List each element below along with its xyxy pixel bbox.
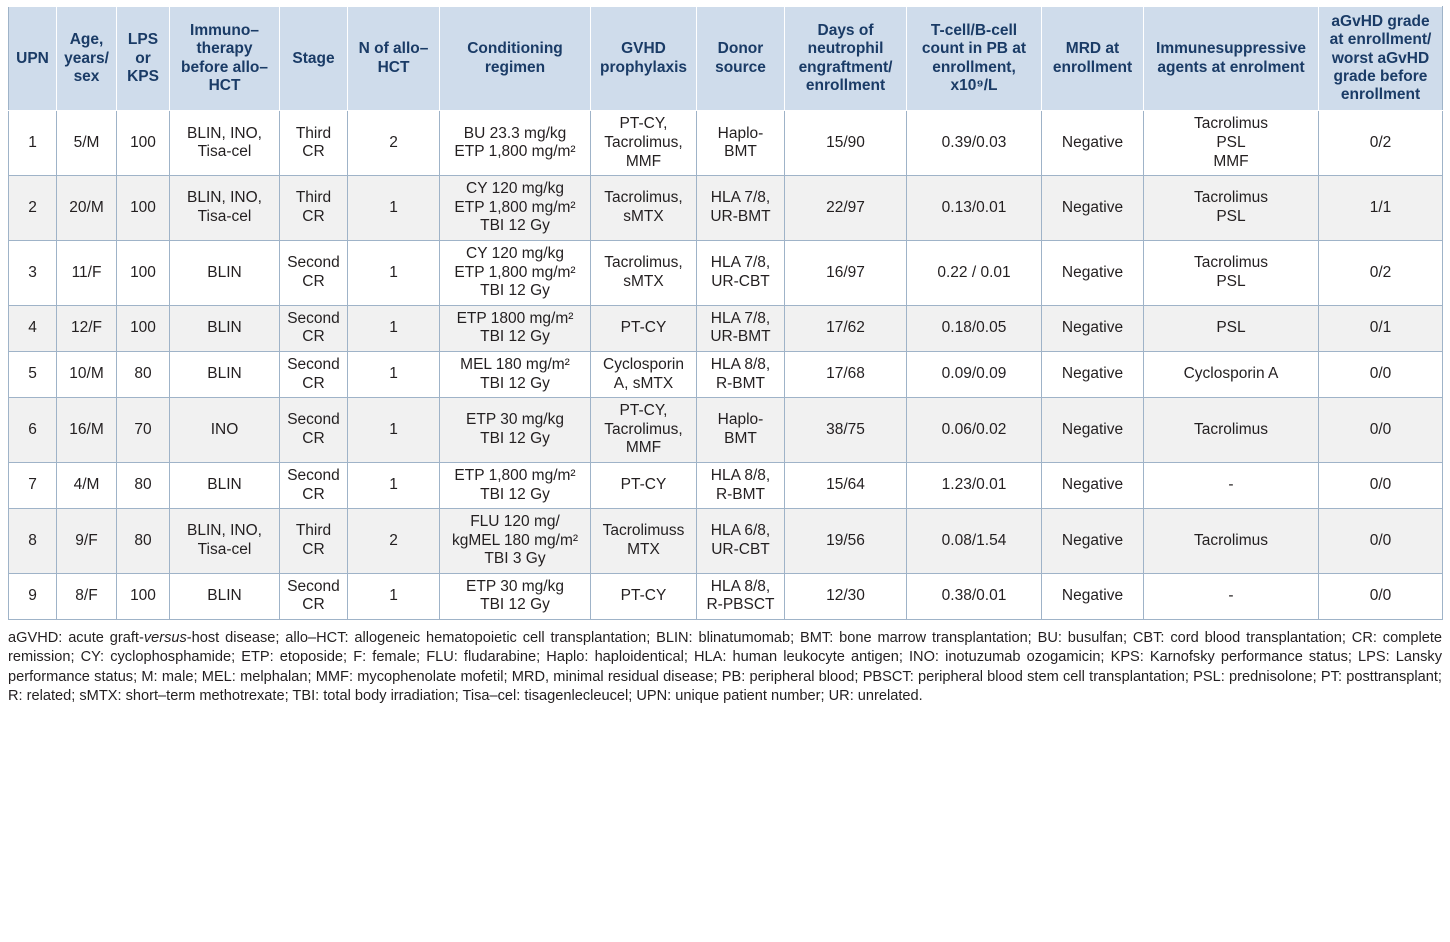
cell-conditioning <box>440 351 591 397</box>
cell-gvhd-prophylaxis <box>591 351 697 397</box>
cell-line: 1 <box>28 134 37 151</box>
cell-line: BLIN <box>207 587 242 605</box>
cell-line: 1 <box>389 365 398 383</box>
cell-stage <box>280 111 348 176</box>
cell-mrd <box>1042 573 1144 619</box>
cell-line: 1 <box>389 476 398 494</box>
cell-lps-kps <box>117 462 170 508</box>
cell-line: 0/0 <box>1369 531 1392 549</box>
table-row <box>9 509 1443 574</box>
cell-conditioning <box>440 176 591 241</box>
cell-line: 8/F <box>75 587 98 605</box>
cell-conditioning <box>440 573 591 619</box>
cell-mrd <box>1042 305 1144 351</box>
cell-age-sex <box>57 305 117 351</box>
cell-line: 0/0 <box>1369 476 1392 494</box>
cell-line: TBI 12 Gy <box>480 596 550 614</box>
cell-line: 100 <box>130 134 156 151</box>
cell-mrd <box>1042 111 1144 176</box>
cell-line: 80 <box>134 531 152 549</box>
cell-line: 0.08/1.54 <box>941 531 1007 549</box>
cell-mrd <box>1042 462 1144 508</box>
cell-immunotherapy <box>170 509 280 574</box>
cell-line: 1 <box>389 319 398 337</box>
cell-n-allo-hct <box>348 111 440 176</box>
cell-line: ETP 1800 mg/m² <box>456 309 574 327</box>
cell-age-sex <box>57 398 117 463</box>
cell-mrd <box>1042 398 1144 463</box>
cell-line: 4/M <box>73 476 100 494</box>
cell-tcell-bcell <box>907 351 1042 397</box>
cell-line: 5/M <box>73 134 100 151</box>
cell-line: 100 <box>130 319 156 337</box>
cell-line: 6 <box>28 420 37 438</box>
cell-line: 0/1 <box>1369 319 1392 337</box>
cell-line: Tacrolimus <box>1193 254 1269 272</box>
cell-line: HLA 8/8, R-BMT <box>710 466 771 503</box>
cell-line: Third CR <box>295 189 332 226</box>
cell-line: TBI 12 Gy <box>480 374 550 392</box>
cell-upn <box>9 176 57 241</box>
cell-line: 16/97 <box>826 263 865 281</box>
cell-line: BLIN, INO, Tisa-cel <box>187 189 262 226</box>
cell-line: 70 <box>134 420 152 438</box>
cell-line: CY 120 mg/kg <box>466 180 564 198</box>
cell-line: Cyclosporin A <box>1183 365 1279 383</box>
cell-tcell-bcell <box>907 462 1042 508</box>
cell-upn <box>9 240 57 305</box>
cell-n-allo-hct <box>348 509 440 574</box>
cell-line: 10/M <box>69 365 104 383</box>
cell-line: Third CR <box>295 124 332 161</box>
cell-engraftment <box>785 176 907 241</box>
cell-conditioning <box>440 509 591 574</box>
cell-line: 12/F <box>70 319 102 337</box>
cell-line: Haplo-BMT <box>717 124 764 161</box>
cell-upn <box>9 509 57 574</box>
cell-line: Second CR <box>287 411 340 448</box>
cell-upn <box>9 573 57 619</box>
cell-stage <box>280 176 348 241</box>
cell-gvhd-prophylaxis <box>591 305 697 351</box>
cell-immunotherapy <box>170 462 280 508</box>
cell-line: Cyclosporin A, sMTX <box>603 355 684 392</box>
cell-line: 0/0 <box>1369 365 1392 383</box>
cell-line: 1/1 <box>1369 198 1392 216</box>
table-header <box>9 7 1443 111</box>
cell-line: ETP 30 mg/kg <box>466 411 564 429</box>
col-immunosuppressive-agents: Immunesuppressive agents at enrolment <box>1144 7 1319 111</box>
cell-lps-kps <box>117 573 170 619</box>
cell-donor-source <box>697 509 785 574</box>
cell-line: 11/F <box>71 263 102 281</box>
cell-line: 0.39/0.03 <box>941 134 1007 151</box>
cell-agvhd <box>1319 176 1443 241</box>
cell-line: 0.09/0.09 <box>941 365 1007 383</box>
cell-lps-kps <box>117 305 170 351</box>
cell-gvhd-prophylaxis <box>591 176 697 241</box>
cell-line: 16/M <box>69 420 104 438</box>
cell-gvhd-prophylaxis <box>591 111 697 176</box>
cell-n-allo-hct <box>348 240 440 305</box>
cell-line: - <box>1228 476 1234 494</box>
cell-line: BLIN, INO, Tisa-cel <box>187 522 262 558</box>
cell-gvhd-prophylaxis <box>591 573 697 619</box>
cell-line: Tacrolimus <box>1193 115 1269 133</box>
cell-immunosuppressive <box>1144 462 1319 508</box>
col-donor-source: Donor source <box>697 7 785 111</box>
table-row <box>9 111 1443 176</box>
cell-line: 20/M <box>69 198 104 216</box>
cell-line: PT-CY, Tacrolimus, MMF <box>604 402 683 457</box>
cell-line: Negative <box>1061 531 1124 549</box>
cell-line: 7 <box>28 476 37 494</box>
cell-upn <box>9 351 57 397</box>
cell-n-allo-hct <box>348 176 440 241</box>
col-engraftment: Days of neutrophil engraftment/ enrollment <box>785 7 907 111</box>
col-stage: Stage <box>280 7 348 111</box>
cell-immunosuppressive <box>1144 176 1319 241</box>
cell-tcell-bcell <box>907 240 1042 305</box>
cell-conditioning <box>440 111 591 176</box>
cell-n-allo-hct <box>348 462 440 508</box>
cell-immunosuppressive <box>1144 509 1319 574</box>
cell-line: 2 <box>389 134 398 151</box>
col-lps-kps: LPS or KPS <box>117 7 170 111</box>
cell-line: Tacrolimus, sMTX <box>604 254 683 290</box>
cell-line: 1 <box>389 263 398 281</box>
cell-line: kgMEL 180 mg/m² <box>451 531 579 549</box>
cell-line: Second CR <box>287 355 340 392</box>
cell-line: 15/90 <box>826 134 865 151</box>
table-row <box>9 176 1443 241</box>
cell-conditioning <box>440 398 591 463</box>
cell-line: 0/2 <box>1369 263 1392 281</box>
cell-lps-kps <box>117 111 170 176</box>
cell-line: BLIN <box>207 476 242 494</box>
cell-line: 1 <box>389 420 398 438</box>
footnote-part2: -host disease; allo–HCT: allogeneic hematopoietic cell transplantation; BLIN: blinatumomab; BMT: bone marrow transplantation; BU: busulfan; CBT: cord blood transplantation; CR: complete remission; CY: cyclophosphamide; ETP: etoposide; F: female; FLU: fludarabine; Haplo: haploidentical; HLA: human leukocyte antigen; INO: inotuzumab ozogamicin; KPS: Karnofsky performance status; LPS: Lansky performance status; M: male; MEL: melphalan; MMF: mycophenolate mofetil; MRD, minimal residual disease; PB: peripheral blood; PBSCT: peripheral blood stem cell transplantation; PSL: prednisolone; PT: posttransplant; R: related; sMTX: short–term methotrexate; TBI: total body irradiation; Tisa–cel: tisagenlecleucel; UPN: unique patient number; UR: unrelated. <box>8 630 1442 705</box>
cell-engraftment <box>785 351 907 397</box>
cell-immunotherapy <box>170 573 280 619</box>
cell-gvhd-prophylaxis <box>591 240 697 305</box>
cell-line: 19/56 <box>826 531 865 549</box>
cell-line: TBI 12 Gy <box>480 430 550 448</box>
cell-line: Tacrolimus <box>1193 189 1269 207</box>
cell-line: MEL 180 mg/m² <box>460 355 570 373</box>
table-row <box>9 240 1443 305</box>
cell-conditioning <box>440 305 591 351</box>
col-conditioning-regimen: Conditioning regimen <box>440 7 591 111</box>
cell-line: INO <box>210 420 239 438</box>
cell-upn <box>9 462 57 508</box>
cell-line: HLA 6/8, UR-CBT <box>710 522 771 558</box>
cell-mrd <box>1042 176 1144 241</box>
cell-line: 0.22 / 0.01 <box>937 263 1011 281</box>
cell-stage <box>280 305 348 351</box>
cell-lps-kps <box>117 351 170 397</box>
cell-line: 100 <box>130 198 156 216</box>
cell-line: 4 <box>28 319 37 337</box>
cell-agvhd <box>1319 111 1443 176</box>
cell-line: Negative <box>1061 134 1124 151</box>
cell-line: TBI 12 Gy <box>480 217 550 235</box>
cell-immunotherapy <box>170 351 280 397</box>
cell-line: TBI 12 Gy <box>480 485 550 503</box>
cell-gvhd-prophylaxis <box>591 509 697 574</box>
cell-age-sex <box>57 351 117 397</box>
cell-n-allo-hct <box>348 305 440 351</box>
cell-n-allo-hct <box>348 398 440 463</box>
cell-line: 80 <box>134 365 152 383</box>
col-agvhd-grade: aGvHD grade at enrollment/ worst aGvHD grade before enrollment <box>1319 7 1443 111</box>
cell-line: HLA 7/8, UR-BMT <box>710 309 771 346</box>
cell-tcell-bcell <box>907 573 1042 619</box>
cell-upn <box>9 111 57 176</box>
cell-immunosuppressive <box>1144 240 1319 305</box>
cell-line: FLU 120 mg/ <box>470 513 560 531</box>
cell-engraftment <box>785 573 907 619</box>
cell-stage <box>280 240 348 305</box>
cell-line: 9 <box>28 587 37 605</box>
table-row <box>9 398 1443 463</box>
col-tcell-bcell-count: T-cell/B-cell count in PB at enrollment, x10⁹/L <box>907 7 1042 111</box>
table-row <box>9 305 1443 351</box>
cell-lps-kps <box>117 176 170 241</box>
cell-line: 17/68 <box>826 365 865 383</box>
col-mrd: MRD at enrollment <box>1042 7 1144 111</box>
cell-line: Tacrolimus, sMTX <box>604 189 683 226</box>
cell-line: 0.38/0.01 <box>941 587 1007 605</box>
col-upn: UPN <box>9 7 57 111</box>
cell-line: PT-CY <box>620 476 667 494</box>
table-row <box>9 351 1443 397</box>
cell-age-sex <box>57 462 117 508</box>
cell-donor-source <box>697 398 785 463</box>
cell-agvhd <box>1319 462 1443 508</box>
cell-lps-kps <box>117 398 170 463</box>
cell-agvhd <box>1319 305 1443 351</box>
cell-line: Second CR <box>287 466 340 503</box>
cell-line: 9/F <box>75 531 98 549</box>
cell-line: BU 23.3 mg/kg <box>463 124 567 142</box>
cell-immunotherapy <box>170 305 280 351</box>
cell-line: Third CR <box>295 522 332 558</box>
cell-line: HLA 8/8, R-BMT <box>710 355 771 392</box>
cell-line: ETP 30 mg/kg <box>466 577 564 595</box>
cell-engraftment <box>785 305 907 351</box>
cell-n-allo-hct <box>348 351 440 397</box>
cell-line: 17/62 <box>826 319 865 337</box>
cell-immunosuppressive <box>1144 111 1319 176</box>
cell-lps-kps <box>117 509 170 574</box>
cell-agvhd <box>1319 509 1443 574</box>
footnote-italic: versus <box>143 630 187 647</box>
cell-line: ETP 1,800 mg/m² <box>454 198 576 216</box>
cell-stage <box>280 509 348 574</box>
cell-line: 1.23/0.01 <box>941 476 1007 494</box>
cell-line: 100 <box>130 587 156 605</box>
cell-n-allo-hct <box>348 573 440 619</box>
cell-immunosuppressive <box>1144 305 1319 351</box>
table-footnote <box>8 629 1442 707</box>
cell-line: 0.06/0.02 <box>941 420 1007 438</box>
cell-line: Haplo-BMT <box>717 411 764 448</box>
cell-line: 12/30 <box>826 587 865 605</box>
cell-line: Negative <box>1061 365 1124 383</box>
cell-line: 3 <box>28 263 37 281</box>
cell-line: Tacrolimus <box>1193 531 1269 549</box>
cell-line: Tacrolimus <box>1193 420 1269 438</box>
cell-line: 0/0 <box>1369 420 1392 438</box>
cell-line: HLA 7/8, UR-CBT <box>710 254 771 290</box>
cell-line: - <box>1228 587 1234 605</box>
cell-line: 2 <box>389 531 398 549</box>
cell-donor-source <box>697 176 785 241</box>
cell-line: ETP 1,800 mg/m² <box>454 143 576 161</box>
col-immunotherapy: Immuno– therapy before allo–HCT <box>170 7 280 111</box>
col-age-sex: Age, years/ sex <box>57 7 117 111</box>
cell-age-sex <box>57 573 117 619</box>
cell-line: Negative <box>1061 420 1124 438</box>
cell-donor-source <box>697 240 785 305</box>
cell-tcell-bcell <box>907 398 1042 463</box>
cell-line: Second CR <box>287 309 340 346</box>
cell-line: Tacrolimuss MTX <box>602 522 685 558</box>
cell-upn <box>9 398 57 463</box>
cell-line: 0/0 <box>1369 587 1392 605</box>
cell-donor-source <box>697 462 785 508</box>
cell-agvhd <box>1319 351 1443 397</box>
cell-stage <box>280 351 348 397</box>
cell-line: 5 <box>28 365 37 383</box>
cell-line: TBI 3 Gy <box>484 550 546 568</box>
cell-line: 1 <box>389 587 398 605</box>
cell-line: BLIN, INO, Tisa-cel <box>187 124 262 161</box>
cell-stage <box>280 398 348 463</box>
cell-immunotherapy <box>170 111 280 176</box>
cell-immunotherapy <box>170 176 280 241</box>
cell-line: BLIN <box>207 365 242 383</box>
cell-agvhd <box>1319 240 1443 305</box>
cell-tcell-bcell <box>907 176 1042 241</box>
cell-line: Negative <box>1061 319 1124 337</box>
footnote-part1: aGVHD: acute graft- <box>8 630 144 647</box>
cell-engraftment <box>785 398 907 463</box>
cell-line: PSL <box>1216 272 1246 290</box>
cell-line: PSL <box>1216 319 1246 337</box>
cell-line: CY 120 mg/kg <box>466 244 564 262</box>
cell-line: HLA 8/8, R-PBSCT <box>706 577 775 614</box>
cell-engraftment <box>785 240 907 305</box>
cell-tcell-bcell <box>907 305 1042 351</box>
cell-line: PSL <box>1216 208 1246 226</box>
cell-age-sex <box>57 111 117 176</box>
cell-line: 38/75 <box>826 420 865 438</box>
cell-line: 2 <box>28 198 37 216</box>
cell-agvhd <box>1319 398 1443 463</box>
cell-line: 22/97 <box>826 198 865 216</box>
cell-tcell-bcell <box>907 509 1042 574</box>
patient-characteristics-table <box>8 6 1443 620</box>
cell-tcell-bcell <box>907 111 1042 176</box>
cell-engraftment <box>785 509 907 574</box>
table-row <box>9 573 1443 619</box>
cell-immunotherapy <box>170 398 280 463</box>
cell-line: MMF <box>1213 152 1249 170</box>
cell-engraftment <box>785 462 907 508</box>
cell-line: 100 <box>130 263 156 281</box>
cell-mrd <box>1042 351 1144 397</box>
cell-line: 0/2 <box>1369 134 1392 151</box>
cell-mrd <box>1042 509 1144 574</box>
cell-line: Second CR <box>287 254 340 290</box>
cell-gvhd-prophylaxis <box>591 398 697 463</box>
cell-line: Negative <box>1061 476 1124 494</box>
cell-line: PT-CY, Tacrolimus, MMF <box>604 115 683 170</box>
cell-immunotherapy <box>170 240 280 305</box>
cell-line: ETP 1,800 mg/m² <box>454 466 576 484</box>
cell-upn <box>9 305 57 351</box>
cell-line: Negative <box>1061 198 1124 216</box>
cell-age-sex <box>57 240 117 305</box>
cell-donor-source <box>697 573 785 619</box>
cell-line: Negative <box>1061 263 1124 281</box>
table-body <box>9 111 1443 620</box>
cell-line: BLIN <box>207 263 242 281</box>
cell-line: TBI 12 Gy <box>480 328 550 346</box>
cell-conditioning <box>440 240 591 305</box>
table-row <box>9 462 1443 508</box>
cell-agvhd <box>1319 573 1443 619</box>
cell-engraftment <box>785 111 907 176</box>
cell-line: PT-CY <box>620 587 667 605</box>
cell-donor-source <box>697 111 785 176</box>
cell-donor-source <box>697 305 785 351</box>
cell-immunosuppressive <box>1144 573 1319 619</box>
cell-age-sex <box>57 509 117 574</box>
cell-line: Second CR <box>287 577 340 614</box>
cell-line: HLA 7/8, UR-BMT <box>710 189 771 226</box>
cell-lps-kps <box>117 240 170 305</box>
col-n-allo-hct: N of allo–HCT <box>348 7 440 111</box>
cell-line: BLIN <box>207 319 242 337</box>
cell-mrd <box>1042 240 1144 305</box>
cell-age-sex <box>57 176 117 241</box>
cell-line: 1 <box>389 198 398 216</box>
cell-immunosuppressive <box>1144 398 1319 463</box>
cell-line: PT-CY <box>620 319 667 337</box>
table-header-row <box>9 7 1443 111</box>
cell-line: 8 <box>28 531 37 549</box>
cell-immunosuppressive <box>1144 351 1319 397</box>
cell-conditioning <box>440 462 591 508</box>
cell-line: 80 <box>134 476 152 494</box>
cell-stage <box>280 462 348 508</box>
cell-donor-source <box>697 351 785 397</box>
cell-line: TBI 12 Gy <box>480 282 550 300</box>
cell-stage <box>280 573 348 619</box>
col-gvhd-prophylaxis: GVHD prophylaxis <box>591 7 697 111</box>
cell-line: 0.13/0.01 <box>941 198 1007 216</box>
cell-line: PSL <box>1216 134 1246 151</box>
cell-line: Negative <box>1061 587 1124 605</box>
cell-line: 0.18/0.05 <box>941 319 1007 337</box>
cell-line: 15/64 <box>826 476 865 494</box>
cell-line: ETP 1,800 mg/m² <box>454 263 576 281</box>
cell-gvhd-prophylaxis <box>591 462 697 508</box>
